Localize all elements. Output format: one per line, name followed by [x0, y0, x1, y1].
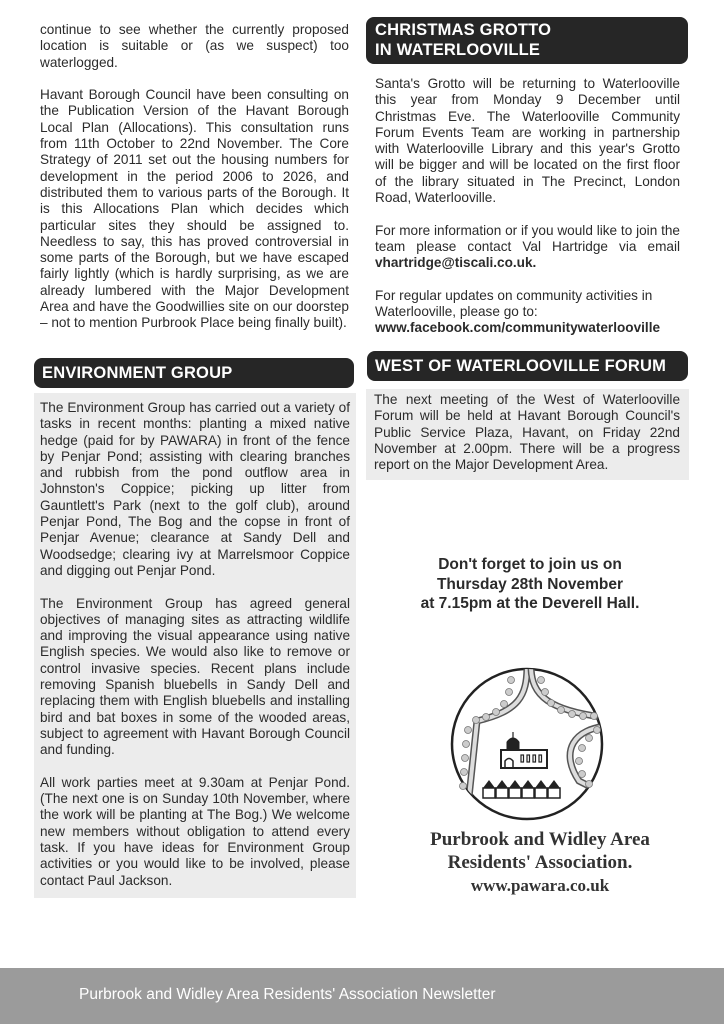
- west-forum-heading-text: WEST OF WATERLOOVILLE FORUM: [375, 357, 667, 375]
- christmas-grotto-body: [375, 76, 680, 337]
- intro-section: [40, 22, 349, 332]
- notice-line2: Thursday 28th November: [436, 575, 624, 593]
- grotto-contact-paragraph: [375, 223, 680, 272]
- intro-paragraph: Havant Borough Council have been consulting on the Publication Version of the Havant Borough Local Plan (Allocations). This consultation runs from 11th October to 22nd November. The Core Strategy of 2011 set out the housing numbers for development in the period 2006 to 2026, and distributed them to various parts of the Borough. It is this Allocations Plan which decides which particular sites they should be assigned to. Needless to say, this has proved controversial in some parts of the Borough, but we have escaped fairly lightly (which is hardly surprising, as we are already lumbered with the Major Development Area and have the Goodwillies site on our doorstep – not to mention Purbrook Place being finally built).: [40, 87, 349, 331]
- notice-line1: Don't forget to join us on: [438, 556, 622, 573]
- grotto-updates-paragraph: [375, 288, 680, 337]
- footer-band: [0, 968, 724, 1024]
- environment-paragraph: The Environment Group has agreed general objectives of managing sites as attracting wildlife and improving the visual appearance using native English species. We would also like to remove or control invasive species. Recent plans include removing Spanish bluebells in Sandy Dell and replacing them with English bluebells and installing bird and bat boxes in some of the wooded areas, subject to agreement with Havant Borough Council and funding.: [40, 595, 350, 758]
- org-name-line1: Purbrook and Widley Area: [430, 829, 650, 850]
- org-name-line2: Residents' Association.: [447, 851, 633, 873]
- environment-group-heading-text: ENVIRONMENT GROUP: [42, 364, 233, 382]
- website-link[interactable]: www.pawara.co.uk: [470, 876, 610, 895]
- environment-group-heading: [34, 358, 354, 388]
- west-forum-panel: [366, 389, 689, 480]
- grotto-contact-text: For more information or if you would like to join the team please contact Val Hartridge via email: [375, 222, 680, 254]
- contact-email-link[interactable]: vhartridge@tiscali.co.uk.: [375, 255, 537, 271]
- west-forum-paragraph: The next meeting of the West of Waterlooville Forum will be held at Havant Borough Council's Public Service Plaza, Havant, on Friday 22nd November at 2.00pm. There will be a progress report on the Major Development Area.: [374, 392, 680, 473]
- meeting-notice: [380, 555, 680, 614]
- organisation-name: [380, 829, 700, 874]
- notice-line3: at 7.15pm at the Deverell Hall.: [420, 595, 640, 612]
- grotto-updates-text: For regular updates on community activities in Waterlooville, please go to:: [375, 287, 653, 320]
- village-map-logo-icon: [449, 666, 605, 822]
- environment-group-panel: [34, 393, 356, 898]
- grotto-paragraph: Santa's Grotto will be returning to Waterlooville this year from Monday 9 December until Christmas Eve. The Waterlooville Community Forum Events Team are working in partnership with Waterlooville Library and this year's Grotto will be bigger and will be located on the first floor of the library situated in The Precinct, London Road, Waterlooville.: [375, 76, 680, 206]
- environment-paragraph: All work parties meet at 9.30am at Penjar Pond. (The next one is on Sunday 10th November, where the work will be planting at The Bog.) We welcome new members without obligation to attend every task. If you have ideas for Environment Group activities or you would like to be involved, please contact Paul Jackson.: [40, 774, 350, 888]
- west-forum-heading: [367, 351, 688, 381]
- footer-title: Purbrook and Widley Area Residents' Association Newsletter: [79, 986, 496, 1003]
- christmas-grotto-heading-line1: CHRISTMAS GROTTO: [375, 21, 552, 39]
- facebook-link[interactable]: www.facebook.com/communitywaterlooville: [375, 320, 661, 336]
- christmas-grotto-heading: [366, 17, 688, 64]
- christmas-grotto-heading-line2: IN WATERLOOVILLE: [375, 40, 541, 59]
- environment-paragraph: The Environment Group has carried out a variety of tasks in recent months: planting a mixed native hedge (paid for by PAWARA) in front of the fence by Penjar Pond; assisting with clearing branches and rubbish from the pond outflow area in Johnston's Coppice; picking up litter from Gauntlett's Park (next to the golf club), around Penjar Pond, The Bog and the copse in front of Penjar Avenue; clearance at Sandy Dell and Woodsedge; clearing ivy at Marrelsmoor Coppice and digging out Penjar Pond.: [40, 400, 350, 578]
- intro-paragraph: continue to see whether the currently proposed location is suitable or (as we suspect) too waterlogged.: [40, 22, 349, 70]
